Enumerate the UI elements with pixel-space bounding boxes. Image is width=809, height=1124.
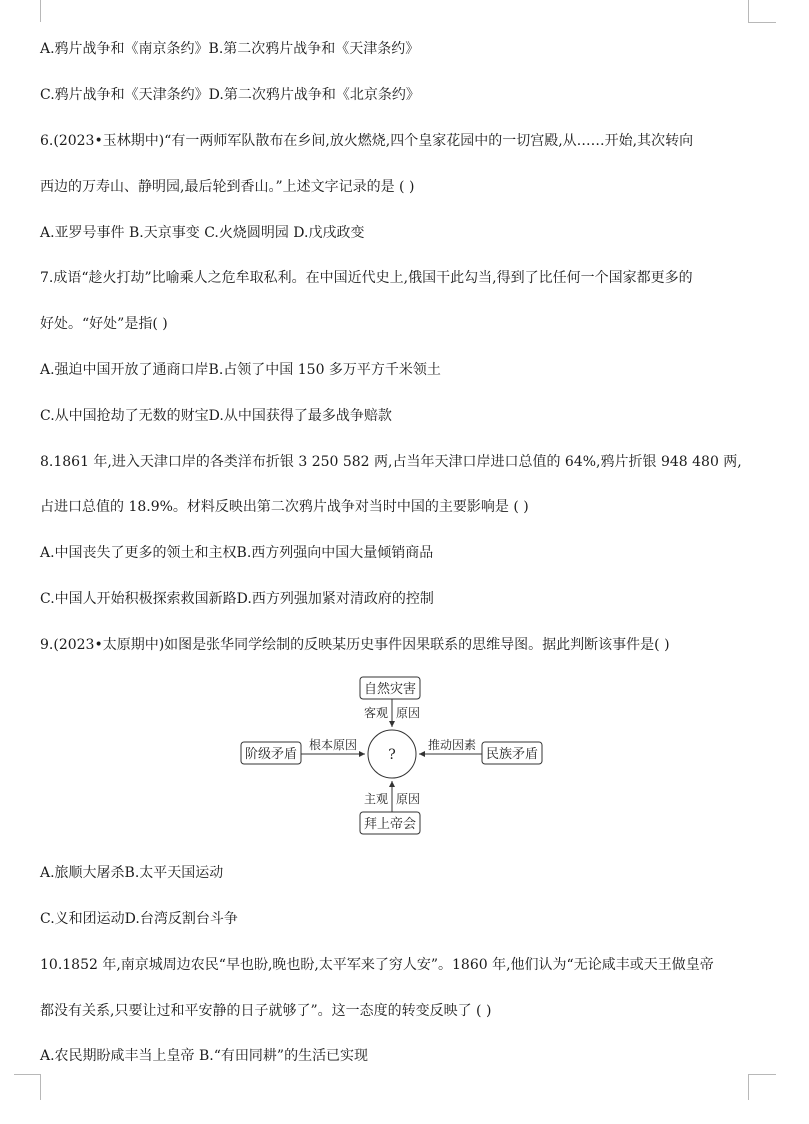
q7-options-ab: A.强迫中国开放了通商口岸B.占领了中国 150 多万平方千米领土 [40,362,441,378]
q6-stem-line2: 西边的万寿山、静明园,最后轮到香山。”上述文字记录的是 ( ) [40,179,415,195]
q10-options-ab: A.农民期盼咸丰当上皇帝 B.“有田同耕”的生活已实现 [40,1048,369,1064]
q6-stem-line1: 6.(2023•玉林期中)“有一两师军队散布在乡间,放火燃烧,四个皇家花园中的一切宫殿,从……开始,其次转向 [40,133,694,149]
bottom-label-left: 主观 [363,792,388,806]
bottom-label-right: 原因 [396,792,421,806]
q8-options-cd: C.中国人开始积极探索救国新路D.西方列强加紧对清政府的控制 [40,591,434,607]
q10-stem-line2: 都没有关系,只要让过和平安静的日子就够了”。这一态度的转变反映了 ( ) [40,1003,492,1019]
q8-stem-line1: 8.1861 年,进入天津口岸的各类洋布折银 3 250 582 两,占当年天津口岸进口总值的 64%,鸦片折银 948 480 两, [40,454,742,470]
q9-stem: 9.(2023•太原期中)如图是张华同学绘制的反映某历史事件因果联系的思维导图。据此判断该事件是( ) [40,637,670,653]
q5-options-cd: C.鸦片战争和《天津条约》D.第二次鸦片战争和《北京条约》 [40,87,420,103]
q10-stem-line1: 10.1852 年,南京城周边农民“早也盼,晚也盼,太平军来了穷人安”。1860 年,他们认为“无论咸丰或天王做皇帝 [40,957,714,973]
center-label: ? [388,747,396,763]
left-box-label: 阶级矛盾 [244,747,298,762]
q6-options: A.亚罗号事件 B.天京事变 C.火烧圆明园 D.戊戌政变 [40,225,365,241]
top-box-label: 自然灾害 [363,682,417,697]
q8-options-ab: A.中国丧失了更多的领土和主权B.西方列强向中国大量倾销商品 [40,545,434,561]
q8-stem-line2: 占进口总值的 18.9%。材料反映出第二次鸦片战争对当时中国的主要影响是 ( ) [40,499,529,515]
q7-options-cd: C.从中国抢劫了无数的财宝D.从中国获得了最多战争赔款 [40,408,392,424]
top-label-right: 原因 [396,706,421,720]
q7-stem-line2: 好处。“好处”是指( ) [40,316,168,332]
right-arrow-label: 推动因素 [427,738,477,752]
q7-stem-line1: 7.成语“趁火打劫”比喻乘人之危牟取私利。在中国近代史上,俄国干此勾当,得到了比任何一个国家都更多的 [40,270,693,286]
top-label-left: 客观 [363,706,388,720]
left-arrow-label: 根本原因 [308,738,358,752]
bottom-box-label: 拜上帝会 [363,817,417,832]
q9-options-cd: C.义和团运动D.台湾反割台斗争 [40,911,238,927]
q5-options-ab: A.鸦片战争和《南京条约》B.第二次鸦片战争和《天津条约》 [40,41,420,57]
right-box-label: 民族矛盾 [485,747,539,762]
q9-options-ab: A.旅顺大屠杀B.太平天国运动 [40,865,224,881]
